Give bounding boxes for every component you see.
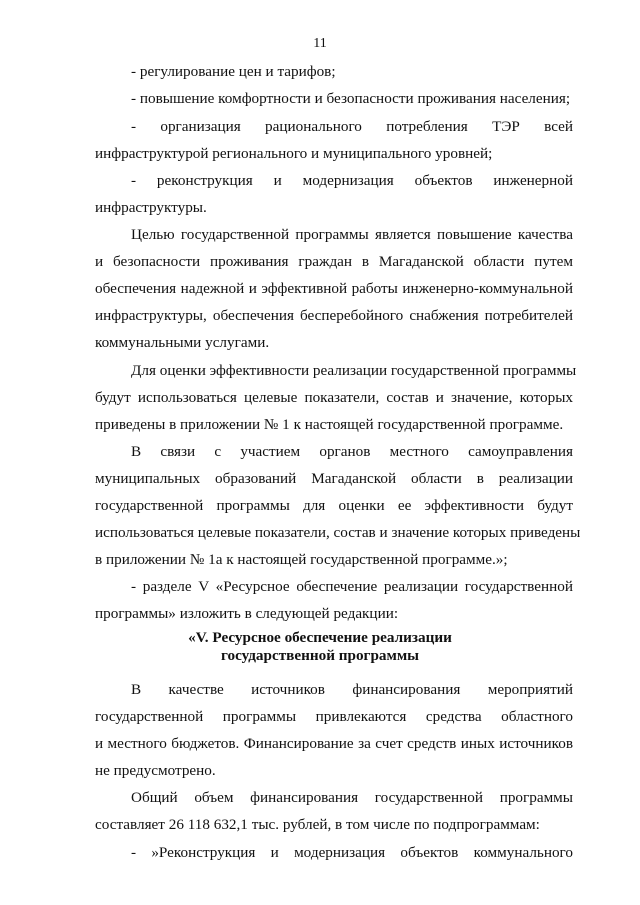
paragraph-sources-line-2: государственной программы привлекаются средства областного — [95, 708, 573, 725]
paragraph-sources-line-4: не предусмотрено. — [95, 762, 216, 779]
list-item-subprogram: - »Реконструкция и модернизация объектов коммунального — [131, 844, 573, 861]
paragraph-evaluation-line-3: приведены в приложении № 1 к настоящей государственной программе. — [95, 416, 564, 433]
paragraph-total-line-1: Общий объем финансирования государственной программы — [131, 789, 573, 806]
paragraph-municipal-line-3: государственной программы для оценки ее эффективности будут — [95, 497, 573, 514]
paragraph-goal-line-4: инфраструктуры, обеспечения бесперебойного снабжения потребителей — [95, 307, 573, 324]
section-heading-line-2: государственной программы — [220, 647, 420, 664]
list-item-ter-consumption-cont: инфраструктурой регионального и муниципального уровней; — [95, 145, 493, 162]
paragraph-goal-line-1: Целью государственной программы является повышение качества — [131, 226, 573, 243]
paragraph-evaluation-line-1: Для оценки эффективности реализации государственной программы — [131, 362, 577, 379]
paragraph-municipal-line-2: муниципальных образований Магаданской области в реализации — [95, 470, 573, 487]
paragraph-municipal-line-1: В связи с участием органов местного самоуправления — [131, 443, 573, 460]
paragraph-goal-line-2: и безопасности проживания граждан в Магаданской области путем — [95, 253, 573, 270]
section-heading-line-1: «V. Ресурсное обеспечение реализации — [188, 629, 452, 646]
paragraph-section-v-line-2: программы» изложить в следующей редакции: — [95, 605, 399, 622]
paragraph-section-v-line-1: - разделе V «Ресурсное обеспечение реализации государственной — [131, 578, 573, 595]
list-item-ter-consumption: - организация рационального потребления ТЭР всей — [131, 118, 573, 135]
paragraph-sources-line-3: и местного бюджетов. Финансирование за счет средств иных источников — [95, 735, 573, 752]
list-item-reconstruction: - реконструкция и модернизация объектов инженерной — [131, 172, 573, 189]
list-item-comfort-safety: - повышение комфортности и безопасности проживания населения; — [131, 90, 571, 107]
page-number: 11 — [313, 36, 327, 51]
paragraph-evaluation-line-2: будут использоваться целевые показатели, состав и значение, которых — [95, 389, 573, 406]
paragraph-goal-line-5: коммунальными услугами. — [95, 334, 270, 351]
paragraph-total-line-2: составляет 26 118 632,1 тыс. рублей, в том числе по подпрограммам: — [95, 816, 540, 833]
paragraph-goal-line-3: обеспечения надежной и эффективной работы инженерно-коммунальной — [95, 280, 573, 297]
paragraph-municipal-line-4: использоваться целевые показатели, состав и значение которых приведены — [95, 524, 581, 541]
paragraph-municipal-line-5: в приложении № 1а к настоящей государственной программе.»; — [95, 551, 508, 568]
list-item-price-regulation: - регулирование цен и тарифов; — [131, 63, 336, 80]
list-item-reconstruction-cont: инфраструктуры. — [95, 199, 207, 216]
paragraph-sources-line-1: В качестве источников финансирования мероприятий — [131, 681, 573, 698]
